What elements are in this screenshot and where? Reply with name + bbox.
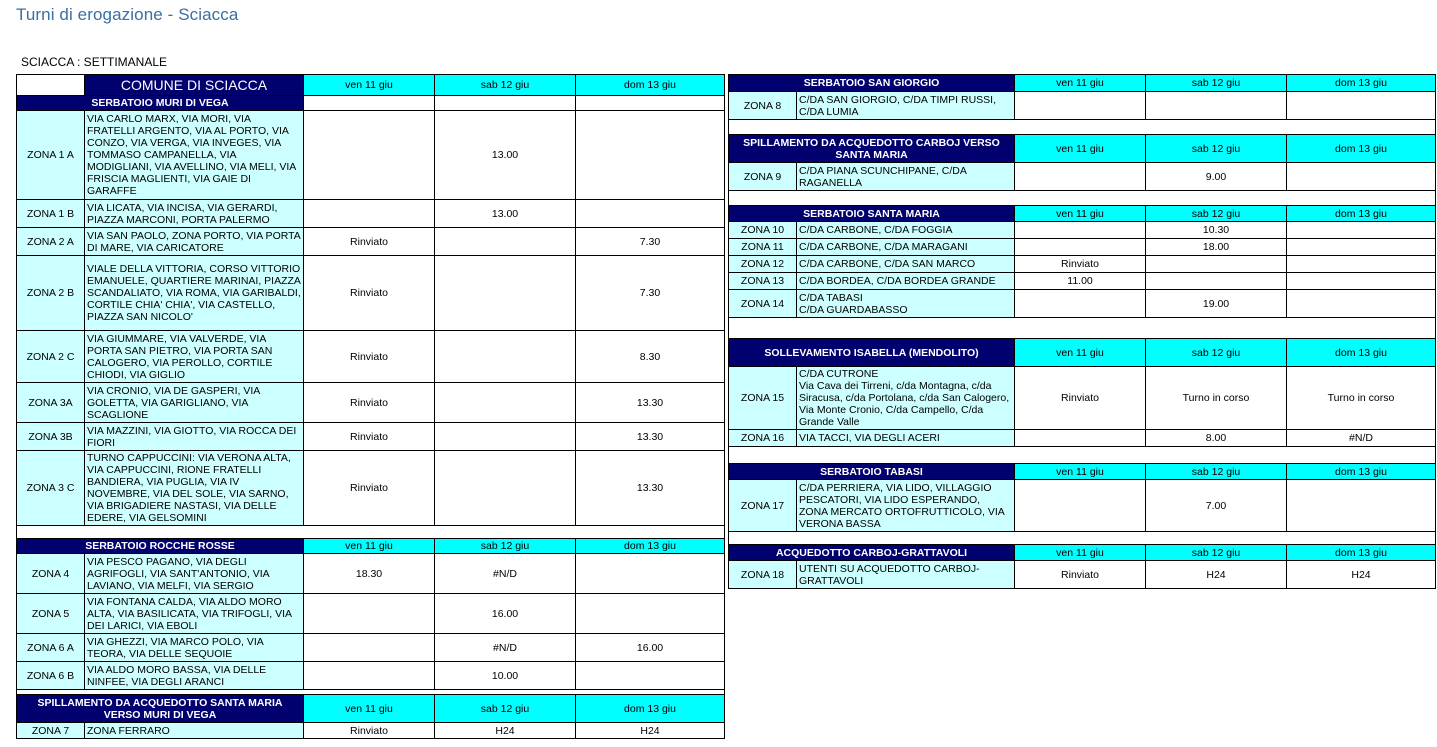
zone-label: ZONA 2 C [17,331,85,383]
schedule-cell-day1: Rinviato [1015,561,1146,589]
day-header: sab 12 giu [1146,206,1287,222]
schedule-cell-day3 [1287,290,1436,318]
zone-streets: ZONA FERRARO [85,723,304,739]
schedule-cell-day3 [576,200,725,228]
schedule-cell-day1 [1015,430,1146,447]
schedule-cell-day3: 7.30 [576,228,725,256]
schedule-cell-day3: #N/D [1287,430,1436,447]
zone-streets: C/DA TABASI C/DA GUARDABASSO [797,290,1015,318]
section-header-giorgio: SERBATOIO SAN GIORGIO [729,75,1015,92]
day-header: ven 11 giu [1015,75,1146,92]
zone-row [17,451,725,526]
day-header: ven 11 giu [1015,545,1146,561]
section-header-muri: SERBATOIO MURI DI VEGA [17,96,304,111]
schedule-cell-day3: 13.30 [576,451,725,526]
schedule-cell-day2: 9.00 [1146,163,1287,191]
schedule-cell-day2: 13.00 [435,200,576,228]
schedule-cell-day3: H24 [1287,561,1436,589]
zone-row [17,634,725,662]
zone-row [729,561,1436,589]
zone-label: ZONA 8 [729,92,797,120]
schedule-cell-day3 [1287,92,1436,120]
schedule-cell-day1: Rinviato [304,423,435,451]
schedule-cell-day2: H24 [435,723,576,739]
zone-row [17,554,725,594]
zone-streets: VIA LICATA, VIA INCISA, VIA GERARDI, PIAZZA MARCONI, PORTA PALERMO [85,200,304,228]
section-header-santa-maria: SERBATOIO SANTA MARIA [729,206,1015,222]
zone-row [729,256,1436,273]
schedule-cell-day3 [576,111,725,200]
zone-label: ZONA 12 [729,256,797,273]
schedule-cell-day1 [304,111,435,200]
zone-label: ZONA 14 [729,290,797,318]
zone-label: ZONA 7 [17,723,85,739]
day-header: sab 12 giu [1146,135,1287,163]
day-header: dom 13 giu [1287,135,1436,163]
day-header: dom 13 giu [1287,75,1436,92]
schedule-cell-day2: 13.00 [435,111,576,200]
corner-cell [17,75,85,96]
zone-streets: VIA GHEZZI, VIA MARCO POLO, VIA TEORA, VIA DELLE SEQUOIE [85,634,304,662]
schedule-cell-day3 [1287,163,1436,191]
day-header: ven 11 giu [1015,135,1146,163]
schedule-cell-day1: Rinviato [1015,256,1146,273]
section-header-spill-muri: SPILLAMENTO DA ACQUEDOTTO SANTA MARIA VERSO MURI DI VEGA [17,695,304,723]
zone-streets: VIA SAN PAOLO, ZONA PORTO, VIA PORTA DI MARE, VIA CARICATORE [85,228,304,256]
schedule-cell-day3: Turno in corso [1287,367,1436,430]
day-header: dom 13 giu [1287,339,1436,367]
schedule-cell-day2 [435,331,576,383]
day-header: dom 13 giu [1287,206,1436,222]
schedule-cell-day1 [304,594,435,634]
schedule-cell-day2: 19.00 [1146,290,1287,318]
day-header: dom 13 giu [576,75,725,96]
schedule-cell-day3 [1287,273,1436,290]
zone-streets: TURNO CAPPUCCINI: VIA VERONA ALTA, VIA CAPPUCCINI, RIONE FRATELLI BANDIERA, VIA PUGLIA, VIA IV NOVEMBRE, VIA DEL SOLE, VIA SARNO, VIA BRIGADIERE NASTASI, VIA DELLE EDERE, VIA GELSOMINI [85,451,304,526]
schedule-cell-day3 [1287,256,1436,273]
day-header: sab 12 giu [1146,75,1287,92]
zone-label: ZONA 1 A [17,111,85,200]
zone-row [17,423,725,451]
day-header: ven 11 giu [1015,464,1146,480]
schedule-cell-day2: 10.00 [435,662,576,690]
zone-streets: C/DA PIANA SCUNCHIPANE, C/DA RAGANELLA [797,163,1015,191]
day-header: dom 13 giu [1287,464,1436,480]
zone-row [17,111,725,200]
zone-label: ZONA 3B [17,423,85,451]
day-header: dom 13 giu [1287,545,1436,561]
zone-streets: VIA PESCO PAGANO, VIA DEGLI AGRIFOGLI, VIA SANT'ANTONIO, VIA LAVIANO, VIA MELFI, VIA SERGIO [85,554,304,594]
schedule-cell-day1: Rinviato [1015,367,1146,430]
schedule-cell-day3: 13.30 [576,383,725,423]
schedule-cell-day1 [304,662,435,690]
zone-row [729,92,1436,120]
schedule-subtitle: SCIACCA : SETTIMANALE [21,55,168,69]
schedule-cell-day2: #N/D [435,634,576,662]
zone-label: ZONA 6 A [17,634,85,662]
schedule-cell-day1 [1015,239,1146,256]
zone-streets: VIA MAZZINI, VIA GIOTTO, VIA ROCCA DEI FIORI [85,423,304,451]
zone-label: ZONA 6 B [17,662,85,690]
zone-label: ZONA 2 A [17,228,85,256]
schedule-cell-day1 [1015,163,1146,191]
schedule-cell-day3 [576,554,725,594]
schedule-cell-day2: 18.00 [1146,239,1287,256]
zone-row [17,200,725,228]
zone-label: ZONA 3A [17,383,85,423]
day-header: dom 13 giu [576,695,725,723]
day-header: sab 12 giu [1146,545,1287,561]
zone-label: ZONA 13 [729,273,797,290]
section-header-grattavoli: ACQUEDOTTO CARBOJ-GRATTAVOLI [729,545,1015,561]
day-header: dom 13 giu [576,539,725,554]
zone-streets: C/DA SAN GIORGIO, C/DA TIMPI RUSSI, C/DA LUMIA [797,92,1015,120]
day-header: sab 12 giu [1146,339,1287,367]
zone-label: ZONA 10 [729,222,797,239]
section-header-isabella: SOLLEVAMENTO ISABELLA (MENDOLITO) [729,339,1015,367]
schedule-cell-day1: Rinviato [304,256,435,331]
schedule-cell-day1 [1015,290,1146,318]
schedule-cell-day2: Turno in corso [1146,367,1287,430]
zone-streets: VIA FONTANA CALDA, VIA ALDO MORO ALTA, VIA BASILICATA, VIA TRIFOGLI, VIA DEI LARICI, VIA EBOLI [85,594,304,634]
schedule-cell-day3: H24 [576,723,725,739]
day-header: sab 12 giu [435,539,576,554]
zone-row [729,430,1436,447]
zone-streets: VIA CRONIO, VIA DE GASPERI, VIA GOLETTA, VIA GARIGLIANO, VIA SCAGLIONE [85,383,304,423]
schedule-cell-day3 [576,662,725,690]
zone-row [17,228,725,256]
zone-label: ZONA 15 [729,367,797,430]
day-header: ven 11 giu [304,539,435,554]
zone-row [729,367,1436,430]
zone-label: ZONA 4 [17,554,85,594]
comune-header: COMUNE DI SCIACCA [85,75,304,96]
zone-streets: VIA TACCI, VIA DEGLI ACERI [797,430,1015,447]
schedule-cell-day3: 7.30 [576,256,725,331]
section-header-rocche: SERBATOIO ROCCHE ROSSE [17,539,304,554]
zone-label: ZONA 1 B [17,200,85,228]
schedule-cell-day2 [435,451,576,526]
schedule-cell-day2: 7.00 [1146,480,1287,532]
schedule-cell-day3 [1287,222,1436,239]
schedule-cell-day3 [1287,239,1436,256]
zone-streets: VIA ALDO MORO BASSA, VIA DELLE NINFEE, VIA DEGLI ARANCI [85,662,304,690]
schedule-cell-day3 [576,594,725,634]
schedule-cell-day1: Rinviato [304,451,435,526]
schedule-cell-day3: 16.00 [576,634,725,662]
day-header: ven 11 giu [304,695,435,723]
zone-label: ZONA 17 [729,480,797,532]
zone-streets: VIA CARLO MARX, VIA MORI, VIA FRATELLI ARGENTO, VIA AL PORTO, VIA CONZO, VIA VERGA, VIA INVEGES, VIA TOMMASO CAMPANELLA, VIA MODIGLIANI, VIA AVELLINO, VIA MELI, VIA FRISCIA MAGLIENTI, VIA GAIE DI GARAFFE [85,111,304,200]
schedule-table-right [728,74,1436,589]
left-schedule-sheet [16,74,724,739]
page-title: Turni di erogazione - Sciacca [16,5,239,24]
schedule-cell-day2 [1146,256,1287,273]
zone-label: ZONA 2 B [17,256,85,331]
day-header: ven 11 giu [304,75,435,96]
schedule-cell-day2 [435,256,576,331]
section-header-spill-carboj: SPILLAMENTO DA ACQUEDOTTO CARBOJ VERSO SANTA MARIA [729,135,1015,163]
schedule-cell-day1 [1015,222,1146,239]
day-header: sab 12 giu [435,75,576,96]
zone-row [17,383,725,423]
zone-streets: C/DA CUTRONE Via Cava dei Tirreni, c/da Montagna, c/da Siracusa, c/da Portolana, c/da San Calogero, Via Monte Cronio, C/da Campello, C/da Grande Valle [797,367,1015,430]
zone-streets: UTENTI SU ACQUEDOTTO CARBOJ-GRATTAVOLI [797,561,1015,589]
zone-row [729,480,1436,532]
schedule-cell-day1: Rinviato [304,228,435,256]
zone-streets: C/DA CARBONE, C/DA FOGGIA [797,222,1015,239]
zone-row [17,594,725,634]
schedule-cell-day2 [435,228,576,256]
schedule-cell-day2 [435,383,576,423]
schedule-cell-day2: 16.00 [435,594,576,634]
section-header-tabasi: SERBATOIO TABASI [729,464,1015,480]
schedule-cell-day3: 13.30 [576,423,725,451]
day-header: sab 12 giu [1146,464,1287,480]
zone-streets: C/DA PERRIERA, VIA LIDO, VILLAGGIO PESCATORI, VIA LIDO ESPERANDO, ZONA MERCATO ORTOFRUTTICOLO, VIA VERONA BASSA [797,480,1015,532]
schedule-cell-day3 [1287,480,1436,532]
zone-row [729,273,1436,290]
zone-streets: C/DA CARBONE, C/DA SAN MARCO [797,256,1015,273]
zone-row [17,723,725,739]
schedule-cell-day1 [304,200,435,228]
schedule-cell-day1 [1015,92,1146,120]
zone-row [729,163,1436,191]
zone-row [17,256,725,331]
zone-label: ZONA 16 [729,430,797,447]
zone-streets: C/DA CARBONE, C/DA MARAGANI [797,239,1015,256]
schedule-cell-day2 [1146,273,1287,290]
zone-label: ZONA 9 [729,163,797,191]
schedule-cell-day2: 8.00 [1146,430,1287,447]
schedule-cell-day2 [435,423,576,451]
zone-row [17,331,725,383]
zone-label: ZONA 18 [729,561,797,589]
schedule-cell-day1: Rinviato [304,383,435,423]
zone-row [729,239,1436,256]
right-schedule-sheet [728,74,1436,589]
schedule-cell-day1: 11.00 [1015,273,1146,290]
zone-streets: C/DA BORDEA, C/DA BORDEA GRANDE [797,273,1015,290]
schedule-cell-day2: H24 [1146,561,1287,589]
zone-streets: VIA GIUMMARE, VIA VALVERDE, VIA PORTA SAN PIETRO, VIA PORTA SAN CALOGERO, VIA PEROLLO, CORTILE CHIODI, VIA GIGLIO [85,331,304,383]
zone-row [729,222,1436,239]
schedule-table-left [16,74,725,739]
schedule-cell-day2: #N/D [435,554,576,594]
schedule-cell-day1: 18.30 [304,554,435,594]
schedule-cell-day1 [1015,480,1146,532]
day-header: sab 12 giu [435,695,576,723]
day-header: ven 11 giu [1015,339,1146,367]
schedule-cell-day1: Rinviato [304,331,435,383]
zone-row [729,290,1436,318]
schedule-cell-day2 [1146,92,1287,120]
zone-label: ZONA 3 C [17,451,85,526]
zone-label: ZONA 5 [17,594,85,634]
zone-label: ZONA 11 [729,239,797,256]
schedule-cell-day3: 8.30 [576,331,725,383]
schedule-cell-day2: 10.30 [1146,222,1287,239]
day-header: ven 11 giu [1015,206,1146,222]
zone-streets: VIALE DELLA VITTORIA, CORSO VITTORIO EMANUELE, QUARTIERE MARINAI, PIAZZA SCANDALIATO, VIA ROMA, VIA GARIBALDI, CORTILE CHIA' CHIA', VIA CASTELLO, PIAZZA SAN NICOLO' [85,256,304,331]
zone-row [17,662,725,690]
schedule-cell-day1 [304,634,435,662]
schedule-cell-day1: Rinviato [304,723,435,739]
